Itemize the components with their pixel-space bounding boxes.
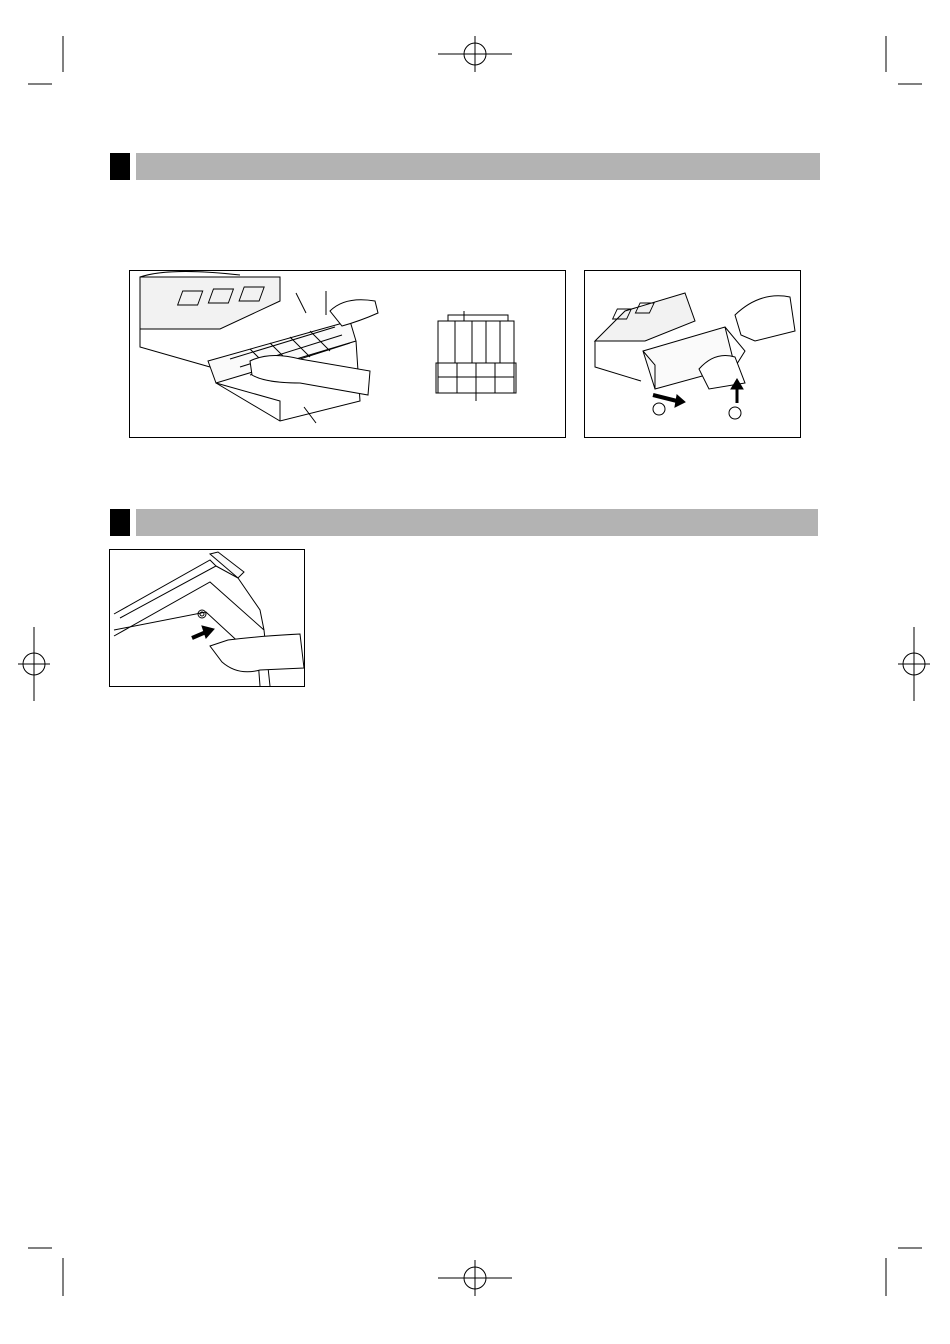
drawer-removal-figure xyxy=(584,270,801,438)
push-arrow xyxy=(192,626,214,638)
section-1-marker xyxy=(110,153,130,180)
drawer-release-figure xyxy=(109,549,305,687)
drawer-release-illustration xyxy=(110,550,304,686)
section-2-header-bar xyxy=(136,509,818,536)
section-1-header-bar xyxy=(136,153,820,180)
registration-target-right xyxy=(898,627,930,701)
step-marker-2 xyxy=(729,407,741,419)
section-2-marker xyxy=(110,509,130,536)
drawer-removal-illustration xyxy=(585,271,800,437)
registration-target-left xyxy=(18,627,50,701)
drawer-tray-figure xyxy=(129,270,566,438)
step-marker-1 xyxy=(653,403,665,415)
registration-target-bottom xyxy=(438,1260,512,1296)
tray-schematic xyxy=(436,311,516,401)
registration-target-top xyxy=(438,36,512,72)
drawer-tray-illustration xyxy=(130,271,565,437)
